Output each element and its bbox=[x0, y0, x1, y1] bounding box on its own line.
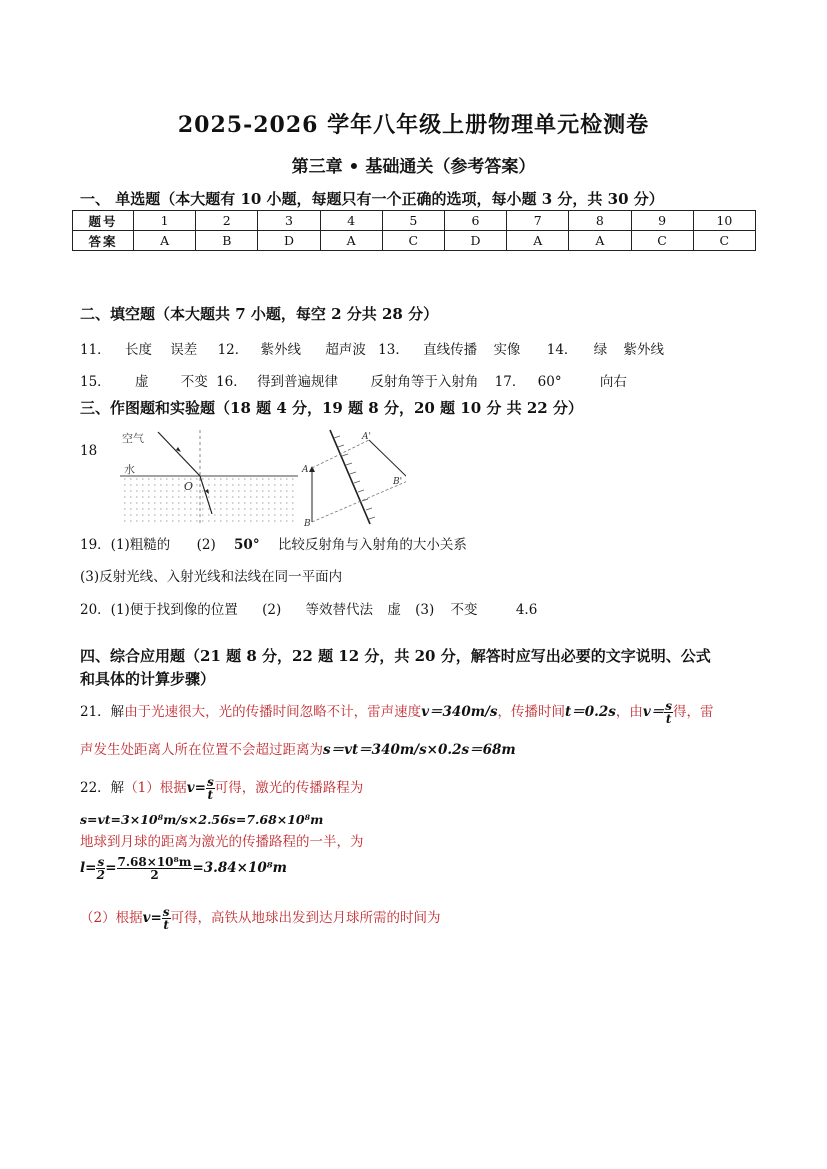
formula-text: l= bbox=[80, 860, 97, 876]
table-cell: 7 bbox=[507, 211, 569, 231]
table-cell: 4 bbox=[320, 211, 382, 231]
formula-text: t＝0.2s bbox=[565, 704, 616, 720]
answer-text: 等效替代法 bbox=[305, 602, 374, 618]
answer-text: 50° bbox=[234, 537, 260, 553]
fraction-numerator: s bbox=[162, 905, 170, 919]
q-number: (2) bbox=[196, 537, 216, 553]
solution-text: 由于光速很大，光的传播时间忽略不计，雷声速度 bbox=[124, 704, 422, 720]
formula-text: =3.84×10⁸m bbox=[192, 860, 287, 876]
table-cell: C bbox=[693, 231, 755, 251]
q22-line3: 地球到月球的距离为激光的传播路程的一半，为 bbox=[80, 834, 364, 850]
table-cell: 3 bbox=[258, 211, 320, 231]
image-ab bbox=[369, 440, 406, 480]
fill-answers-line2 bbox=[80, 370, 627, 390]
answer-text: 不变 bbox=[180, 374, 208, 390]
construction-line bbox=[312, 480, 406, 522]
fraction-denominator: t bbox=[163, 918, 169, 932]
answer-text: 误差 bbox=[170, 342, 198, 358]
formula-text: v＝ bbox=[642, 704, 665, 720]
water-region bbox=[120, 476, 298, 526]
table-cell: 6 bbox=[444, 211, 506, 231]
answer-text: 4.6 bbox=[515, 602, 538, 618]
answer-text: 直线传播 bbox=[423, 342, 478, 358]
fraction bbox=[117, 856, 193, 881]
page-subtitle: 第三章 • 基础通关（参考答案） bbox=[291, 157, 536, 177]
q19-line2: (3)反射光线、入射光线和法线在同一平面内 bbox=[80, 569, 343, 585]
solution-text: ，传播时间 bbox=[497, 704, 566, 720]
q22-line1 bbox=[80, 776, 363, 801]
answer-text: 不变 bbox=[450, 602, 478, 618]
q-number: 14． bbox=[546, 342, 578, 358]
answer-text: 实像 bbox=[493, 342, 521, 358]
table-cell: B bbox=[196, 231, 258, 251]
answer-table bbox=[72, 210, 756, 251]
answer-text: 20．(1)便于找到像的位置 bbox=[80, 602, 238, 618]
solution-text: ，由 bbox=[615, 704, 643, 720]
table-cell: A bbox=[134, 231, 196, 251]
fraction bbox=[96, 856, 105, 881]
fraction-denominator: 2 bbox=[150, 868, 159, 882]
answer-text: 60° bbox=[537, 374, 562, 390]
table-cell: 8 bbox=[569, 211, 631, 231]
point-a-prime-label: A' bbox=[362, 432, 371, 442]
fraction-denominator: t bbox=[665, 712, 672, 726]
formula-text: s＝vt＝340m/s×0.2s＝68m bbox=[323, 742, 516, 758]
table-cell: 5 bbox=[382, 211, 444, 231]
solution-text: 声发生处距离人所在位置不会超过距离为 bbox=[80, 742, 323, 758]
point-b-label: B bbox=[304, 519, 311, 528]
formula-text: = bbox=[105, 860, 117, 876]
table-cell: 10 bbox=[693, 211, 755, 231]
row-label-number: 题号 bbox=[73, 211, 134, 231]
q20-line bbox=[80, 598, 537, 618]
point-o-label: O bbox=[184, 480, 194, 493]
table-cell: 2 bbox=[196, 211, 258, 231]
solution-text: 可得，激光的传播路程为 bbox=[214, 780, 364, 796]
section2-heading: 二、填空题（本大题共 7 小题，每空 2 分共 28 分） bbox=[80, 305, 439, 323]
q21-line1 bbox=[80, 700, 713, 725]
q-number: 17． bbox=[494, 374, 526, 390]
q-number: 15． bbox=[80, 374, 111, 390]
q-number: 22．解 bbox=[80, 780, 125, 796]
q18-label: 18 bbox=[80, 443, 98, 459]
fraction bbox=[162, 906, 171, 931]
q22-equation2 bbox=[80, 856, 287, 881]
construction-line bbox=[312, 440, 369, 468]
fraction-numerator: s bbox=[97, 855, 105, 869]
table-cell: A bbox=[320, 231, 382, 251]
fraction-numerator: s bbox=[206, 775, 214, 789]
answer-text: 超声波 bbox=[325, 342, 366, 358]
table-cell: D bbox=[444, 231, 506, 251]
point-a-label: A bbox=[302, 465, 309, 475]
q21-line2 bbox=[80, 738, 516, 758]
q22-line4 bbox=[80, 906, 441, 931]
q-number: (2) bbox=[262, 602, 282, 618]
solution-text: 得，雷 bbox=[672, 704, 714, 720]
table-cell: D bbox=[258, 231, 320, 251]
table-cell: C bbox=[631, 231, 693, 251]
answer-text: 19．(1)粗糙的 bbox=[80, 537, 171, 553]
section1-heading: 一、 单选题（本大题有 10 小题，每题只有一个正确的选项，每小题 3 分，共 30 分） bbox=[80, 190, 664, 208]
fraction-numerator: s bbox=[665, 699, 672, 713]
section4-heading: 四、综合应用题（21 题 8 分，22 题 12 分，共 20 分，解答时应写出必要的文字说明、公式 bbox=[80, 647, 711, 665]
fraction-denominator: 2 bbox=[96, 868, 106, 882]
table-cell: C bbox=[382, 231, 444, 251]
page-title: 2025-2026 学年八年级上册物理单元检测卷 bbox=[177, 112, 650, 138]
answer-text: 紫外线 bbox=[260, 342, 302, 358]
formula-text: v＝340m/s bbox=[421, 704, 498, 720]
answer-text: 虚 bbox=[387, 602, 401, 618]
q-number: 12． bbox=[217, 342, 249, 358]
answer-text: 向右 bbox=[599, 374, 627, 390]
table-cell: A bbox=[507, 231, 569, 251]
table-row bbox=[73, 211, 756, 231]
answer-text: 长度 bbox=[124, 342, 152, 358]
fraction bbox=[206, 776, 215, 801]
q-number: 21．解 bbox=[80, 704, 125, 720]
q18-figure bbox=[118, 428, 406, 528]
mirror-hatching bbox=[334, 436, 375, 519]
fraction-denominator: t bbox=[207, 788, 214, 802]
q-number: 16． bbox=[216, 374, 247, 390]
air-label: 空气 bbox=[122, 432, 144, 445]
mirror bbox=[330, 430, 370, 524]
q-number: 13． bbox=[378, 342, 409, 358]
answer-text: 紫外线 bbox=[623, 342, 665, 358]
water-label: 水 bbox=[124, 463, 135, 476]
formula-text: v= bbox=[142, 910, 162, 926]
incident-ray bbox=[158, 432, 200, 476]
formula-text: v= bbox=[186, 780, 206, 796]
solution-text: （2）根据 bbox=[80, 910, 143, 926]
table-cell: 1 bbox=[134, 211, 196, 231]
answer-text: 绿 bbox=[593, 342, 608, 358]
point-b-prime-label: B' bbox=[393, 477, 403, 487]
answer-text: 反射角等于入射角 bbox=[370, 374, 479, 390]
answer-text: 虚 bbox=[134, 374, 149, 390]
q22-equation1: s=vt=3×10⁸m/s×2.56s=7.68×10⁸m bbox=[80, 812, 324, 827]
section4-heading-cont: 和具体的计算步骤） bbox=[80, 670, 216, 688]
table-cell: 9 bbox=[631, 211, 693, 231]
fill-answers-line1 bbox=[80, 338, 664, 358]
row-label-answer: 答案 bbox=[73, 231, 134, 251]
table-row bbox=[73, 231, 756, 251]
q19-line1 bbox=[80, 533, 467, 553]
fraction-numerator: 7.68×10⁸m bbox=[117, 855, 192, 869]
answer-text: 得到普遍规律 bbox=[257, 374, 339, 390]
answer-text: 比较反射角与入射角的大小关系 bbox=[277, 537, 467, 553]
q-number: (3) bbox=[415, 602, 435, 618]
table-cell: A bbox=[569, 231, 631, 251]
solution-text: （1）根据 bbox=[124, 780, 187, 796]
section3-heading: 三、作图题和实验题（18 题 4 分，19 题 8 分，20 题 10 分 共 22 分） bbox=[80, 399, 583, 417]
solution-text: 可得，高铁从地球出发到达月球所需的时间为 bbox=[170, 910, 441, 926]
fraction bbox=[664, 700, 673, 725]
q-number: 11． bbox=[80, 342, 111, 358]
